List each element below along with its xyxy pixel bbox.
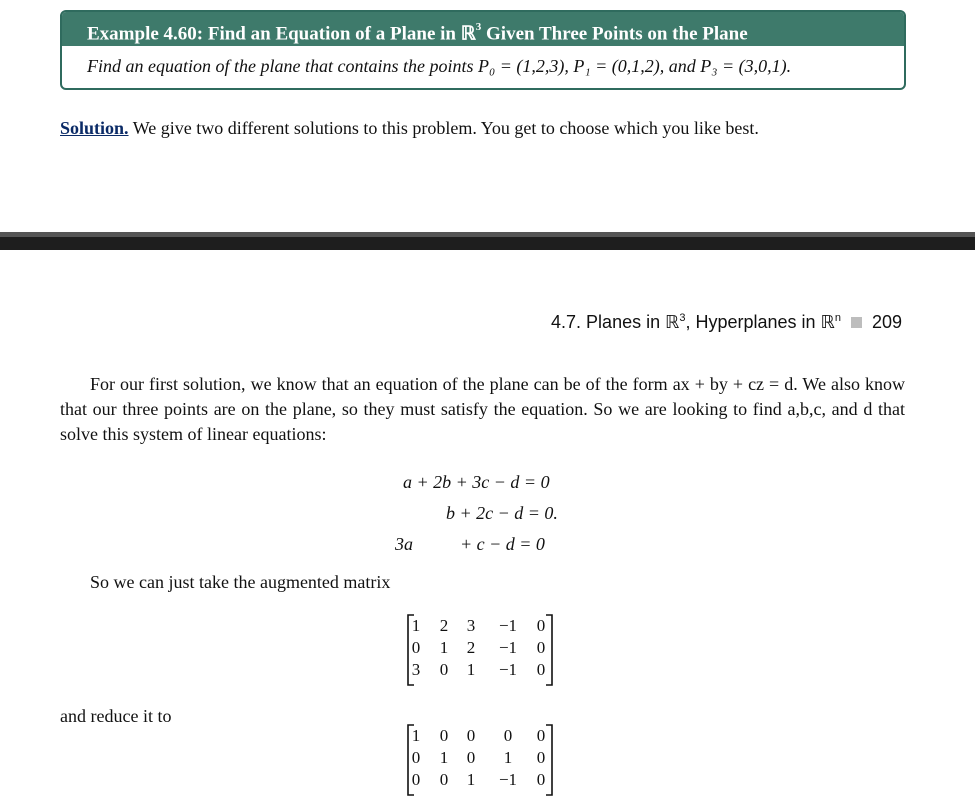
running-head <box>551 312 902 333</box>
solution-text: We give two different solutions to this problem. You get to choose which you like best. <box>128 118 759 138</box>
solution-paragraph <box>60 118 759 139</box>
matrix-cell: 0 <box>466 748 476 767</box>
matrix-cell: 0 <box>411 770 421 789</box>
matrix-cell: 0 <box>536 638 546 657</box>
matrix-cell: −1 <box>498 638 518 657</box>
equation-3: + c − d = 0 <box>460 534 545 554</box>
matrix-cell: 0 <box>439 726 449 745</box>
matrix-cell: 0 <box>503 726 513 745</box>
equation-2: b + 2c − d = 0. <box>446 503 558 523</box>
matrix-cell: 0 <box>536 726 546 745</box>
matrix-cell: 3 <box>411 660 421 679</box>
matrix-cell: 1 <box>466 770 476 789</box>
running-head-section: 4.7. Planes in ℝ$^3$, Hyperplanes in ℝ$^n$ <box>551 312 841 332</box>
matrix-cell: 1 <box>466 660 476 679</box>
matrix-cell: 0 <box>536 616 546 635</box>
matrix-cell: 1 <box>439 748 449 767</box>
augment-text: So we can just take the augmented matrix <box>90 572 391 592</box>
matrix-cell: 2 <box>466 638 476 657</box>
example-box <box>60 10 906 90</box>
matrix-cell: 0 <box>411 748 421 767</box>
solution-label: Solution. <box>60 118 129 138</box>
reduce-text: and reduce it to <box>60 706 172 726</box>
matrix-cell: 1 <box>439 638 449 657</box>
matrix-cell: 1 <box>411 726 421 745</box>
equation-1: a + 2b + 3c − d = 0 <box>403 472 550 492</box>
matrix-cell: 0 <box>536 748 546 767</box>
matrix-cell: −1 <box>498 660 518 679</box>
matrix-cell: 0 <box>536 770 546 789</box>
matrix-cell: 0 <box>536 660 546 679</box>
matrix-cell: −1 <box>498 770 518 789</box>
matrix-cell: 0 <box>411 638 421 657</box>
running-head-square <box>851 317 862 328</box>
matrix-cell: 0 <box>439 770 449 789</box>
page-divider-highlight <box>0 232 975 237</box>
matrix-cell: −1 <box>498 616 518 635</box>
matrix-cell: 0 <box>439 660 449 679</box>
previous-page <box>0 0 975 232</box>
example-statement: Find an equation of the plane that contains the points P₀ = (1,2,3), P₁ = (0,1,2), and P₃ = (3,0,1). <box>87 56 792 76</box>
matrix-cell: 1 <box>411 616 421 635</box>
matrix-cell: 3 <box>466 616 476 635</box>
example-title: Example 4.60: Find an Equation of a Plane in ℝ$^3$ Given Three Points on the Plane <box>62 12 904 46</box>
page-number: 209 <box>871 312 902 332</box>
matrix-cell: 0 <box>466 726 476 745</box>
equation-3-lead: 3a <box>395 534 413 554</box>
body-paragraph: For our first solution, we know that an equation of the plane can be of the form ax + by + cz = d. We also know that our three points are on the plane, so they must satisfy the equation. So we are looking to find a,b,c, and d that solve this system of linear equations: <box>60 374 905 444</box>
matrix-cell: 2 <box>439 616 449 635</box>
matrix-cell: 1 <box>503 748 513 767</box>
